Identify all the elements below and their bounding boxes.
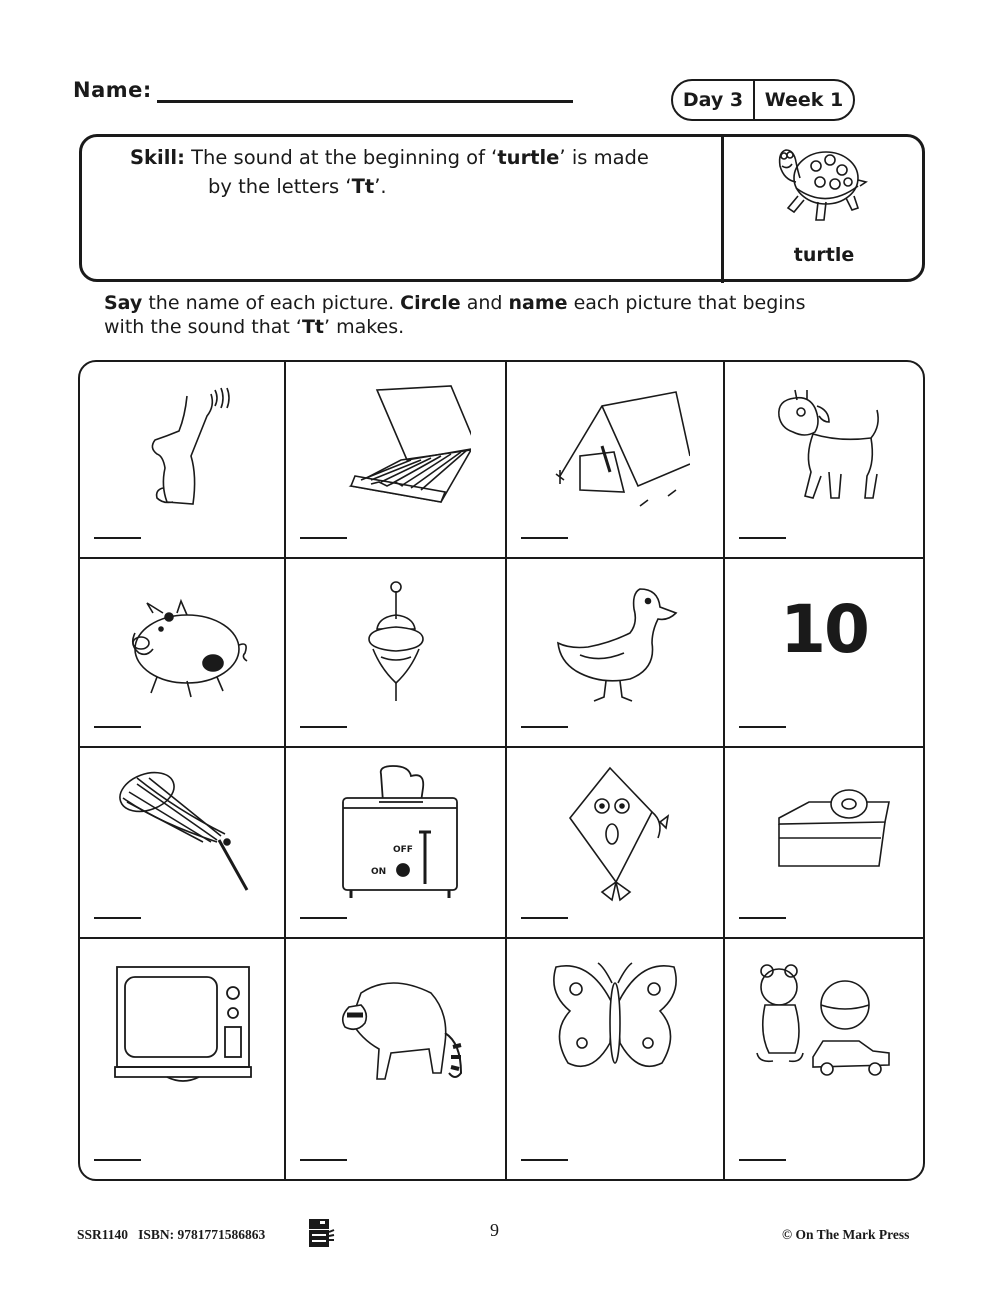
answer-blank[interactable] <box>521 917 568 919</box>
name-field[interactable] <box>157 100 573 103</box>
bird-tail-icon <box>107 376 257 516</box>
tape-dispenser-icon <box>749 762 899 902</box>
answer-blank[interactable] <box>94 537 141 539</box>
toaster-on-label: ON <box>370 867 386 877</box>
turtle-icon <box>760 140 870 228</box>
skill-target-word: turtle <box>497 146 560 169</box>
kite-icon <box>540 762 690 902</box>
picture-cell-matchbook[interactable] <box>286 362 507 559</box>
footer-product-code: SSR1140 ISBN: 9781771586863 <box>77 1227 266 1242</box>
goat-icon <box>749 376 899 516</box>
picture-cell-butterfly[interactable] <box>507 939 725 1179</box>
answer-blank[interactable] <box>94 726 141 728</box>
toaster-off-label: OFF <box>392 845 413 855</box>
skill-text-part: ’. <box>374 175 387 198</box>
instruction-text: the name of each picture. <box>142 292 401 314</box>
answer-blank[interactable] <box>521 726 568 728</box>
skill-text <box>130 143 710 201</box>
picture-cell-tv[interactable] <box>80 939 286 1179</box>
answer-blank[interactable] <box>739 537 786 539</box>
picture-cell-bird[interactable] <box>80 362 286 559</box>
answer-blank[interactable] <box>521 1159 568 1161</box>
week-label: Week 1 <box>764 89 844 111</box>
answer-blank[interactable] <box>521 537 568 539</box>
butterfly-icon <box>540 953 690 1093</box>
instruction-text: each picture that begins <box>567 292 806 314</box>
picture-cell-pig[interactable] <box>80 559 286 748</box>
television-icon <box>107 953 257 1093</box>
skill-text-part: The sound at the beginning of ‘ <box>184 146 498 169</box>
picture-cell-kite[interactable] <box>507 748 725 939</box>
toys-icon <box>749 953 899 1093</box>
answer-blank[interactable] <box>94 1159 141 1161</box>
tent-icon <box>540 376 690 516</box>
instruction-say: Say <box>104 292 143 314</box>
picture-grid <box>78 360 925 1181</box>
day-week-badge <box>671 79 855 121</box>
picture-cell-toys[interactable] <box>725 939 923 1179</box>
name-label: Name: <box>73 78 152 102</box>
skill-label: Skill: <box>130 146 185 169</box>
picture-cell-tent[interactable] <box>507 362 725 559</box>
day-label: Day 3 <box>673 81 755 119</box>
spinning-top-icon <box>321 573 471 713</box>
instruction-circle: Circle <box>400 292 461 314</box>
picture-cell-duck[interactable] <box>507 559 725 748</box>
matchbook-icon <box>321 376 471 516</box>
instructions <box>104 291 904 339</box>
raccoon-icon <box>321 953 471 1093</box>
footer-copyright: © On The Mark Press <box>782 1227 910 1242</box>
answer-blank[interactable] <box>300 917 347 919</box>
picture-cell-goat[interactable] <box>725 362 923 559</box>
answer-blank[interactable] <box>739 726 786 728</box>
answer-blank[interactable] <box>300 1159 347 1161</box>
instruction-name: name <box>508 292 568 314</box>
answer-blank[interactable] <box>300 537 347 539</box>
picture-cell-toaster[interactable] <box>286 748 507 939</box>
pig-icon <box>107 573 257 713</box>
toaster-icon <box>321 762 471 902</box>
picture-cell-net[interactable] <box>80 748 286 939</box>
instruction-text: with the sound that ‘ <box>104 316 302 338</box>
answer-blank[interactable] <box>94 917 141 919</box>
instruction-letters: Tt <box>301 316 324 338</box>
number-ten-text: 10 <box>780 590 868 668</box>
picture-cell-tape[interactable] <box>725 748 923 939</box>
picture-cell-raccoon[interactable] <box>286 939 507 1179</box>
instruction-text: ’ makes. <box>324 316 405 338</box>
instruction-text: and <box>460 292 509 314</box>
answer-blank[interactable] <box>739 917 786 919</box>
photocopier-icon <box>307 1218 335 1248</box>
skill-letters: Tt <box>351 175 375 198</box>
skill-text-part: by the letters ‘ <box>208 175 352 198</box>
skill-text-part: ’ is made <box>559 146 649 169</box>
picture-cell-top[interactable] <box>286 559 507 748</box>
page-number: 9 <box>490 1220 499 1240</box>
answer-blank[interactable] <box>739 1159 786 1161</box>
number-ten-icon <box>749 569 899 689</box>
butterfly-net-icon <box>107 762 257 902</box>
duck-icon <box>540 573 690 713</box>
turtle-label: turtle <box>793 244 855 266</box>
answer-blank[interactable] <box>300 726 347 728</box>
picture-cell-ten[interactable] <box>725 559 923 748</box>
